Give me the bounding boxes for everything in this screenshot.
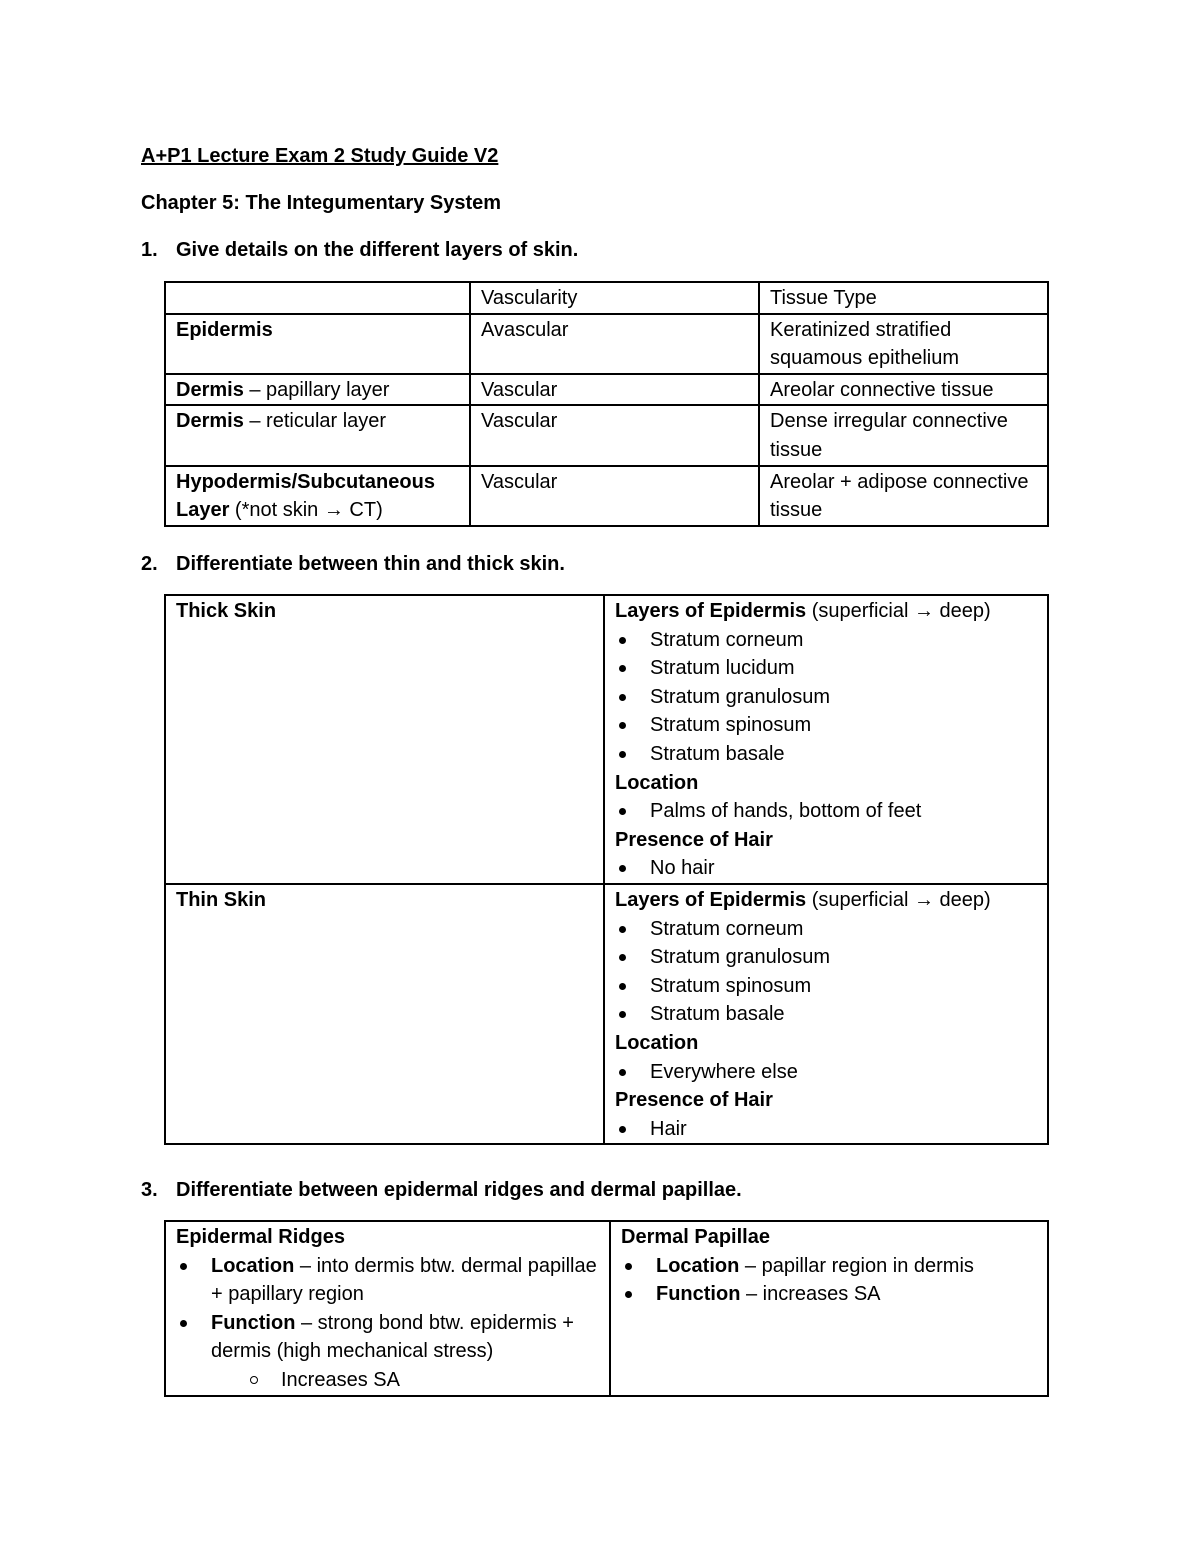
header-cell-empty <box>165 282 470 314</box>
question-3-text: Differentiate between epidermal ridges and dermal papillae. <box>176 1179 742 1201</box>
layers-list <box>615 915 1037 1029</box>
thin-skin-label-cell: Thin Skin <box>165 884 604 1144</box>
table-row <box>165 374 1048 406</box>
layer-cell: Dermis – papillary layer <box>165 374 470 406</box>
list-item: Location – into dermis btw. dermal papillae + papillary region <box>176 1252 599 1309</box>
layers-heading: Layers of Epidermis (superficial → deep) <box>615 888 991 911</box>
thick-skin-label-cell: Thick Skin <box>165 595 604 884</box>
question-2 <box>141 550 565 578</box>
table-row <box>165 884 1048 1144</box>
list-item: Palms of hands, bottom of feet <box>615 797 1037 826</box>
document-title: A+P1 Lecture Exam 2 Study Guide V2 <box>141 145 499 167</box>
layer-cell: Dermis – reticular layer <box>165 405 470 465</box>
table-row <box>165 1221 1048 1396</box>
question-1-number: 1. <box>141 239 158 261</box>
question-1 <box>141 236 578 264</box>
ridges-heading: Epidermal Ridges <box>176 1226 345 1248</box>
list-item: Stratum lucidum <box>615 654 1037 683</box>
vascularity-cell: Vascular <box>470 374 759 406</box>
tissue-cell: Keratinized stratified squamous epithelium <box>759 314 1048 374</box>
vascularity-cell: Vascular <box>470 405 759 465</box>
tissue-cell: Areolar + adipose connective tissue <box>759 466 1048 526</box>
list-item: Stratum spinosum <box>615 972 1037 1001</box>
layer-cell: Hypodermis/Subcutaneous Layer (*not skin → CT) <box>165 466 470 526</box>
hair-list <box>615 1115 1037 1144</box>
list-item: Stratum corneum <box>615 915 1037 944</box>
list-item: Stratum corneum <box>615 626 1037 655</box>
layers-list <box>615 626 1037 769</box>
list-item: Location – papillar region in dermis <box>621 1252 1037 1281</box>
ridges-sublist <box>176 1366 599 1395</box>
papillae-heading: Dermal Papillae <box>621 1226 770 1248</box>
thick-skin-details-cell <box>604 595 1048 884</box>
hair-list <box>615 854 1037 883</box>
list-item: Function – strong bond btw. epidermis + dermis (high mechanical stress) <box>176 1309 599 1366</box>
layer-cell: Epidermis <box>165 314 470 374</box>
ridges-papillae-table <box>164 1220 1049 1397</box>
thin-skin-details-cell <box>604 884 1048 1144</box>
question-3-number: 3. <box>141 1179 158 1201</box>
question-2-text: Differentiate between thin and thick skin. <box>176 553 565 575</box>
epidermal-ridges-cell <box>165 1221 610 1396</box>
list-item: Stratum basale <box>615 1000 1037 1029</box>
ridges-list <box>176 1252 599 1366</box>
table-row <box>165 405 1048 465</box>
table-row <box>165 314 1048 374</box>
tissue-cell: Dense irregular connective tissue <box>759 405 1048 465</box>
vascularity-cell: Avascular <box>470 314 759 374</box>
list-item: Stratum granulosum <box>615 683 1037 712</box>
list-item: Everywhere else <box>615 1058 1037 1087</box>
header-cell-tissue-type: Tissue Type <box>759 282 1048 314</box>
list-item: No hair <box>615 854 1037 883</box>
table-header-row <box>165 282 1048 314</box>
location-heading: Location <box>615 771 699 794</box>
header-cell-vascularity: Vascularity <box>470 282 759 314</box>
chapter-heading: Chapter 5: The Integumentary System <box>141 192 502 214</box>
list-item: Stratum granulosum <box>615 943 1037 972</box>
list-item: Stratum spinosum <box>615 711 1037 740</box>
location-list <box>615 1058 1037 1087</box>
list-item: Increases SA <box>246 1366 599 1395</box>
papillae-list <box>621 1252 1037 1309</box>
table-row <box>165 466 1048 526</box>
skin-layers-table <box>164 281 1049 527</box>
dermal-papillae-cell <box>610 1221 1048 1396</box>
location-heading: Location <box>615 1031 699 1054</box>
question-2-number: 2. <box>141 553 158 575</box>
hair-heading: Presence of Hair <box>615 1089 773 1112</box>
layers-heading: Layers of Epidermis (superficial → deep) <box>615 600 991 622</box>
table-row <box>165 595 1048 884</box>
tissue-cell: Areolar connective tissue <box>759 374 1048 406</box>
list-item: Function – increases SA <box>621 1280 1037 1309</box>
location-list <box>615 797 1037 826</box>
hair-heading: Presence of Hair <box>615 828 773 851</box>
vascularity-cell: Vascular <box>470 466 759 526</box>
question-1-text: Give details on the different layers of skin. <box>176 239 579 261</box>
question-3 <box>141 1176 742 1204</box>
list-item: Hair <box>615 1115 1037 1144</box>
list-item: Stratum basale <box>615 740 1037 769</box>
thick-thin-skin-table <box>164 594 1049 1145</box>
